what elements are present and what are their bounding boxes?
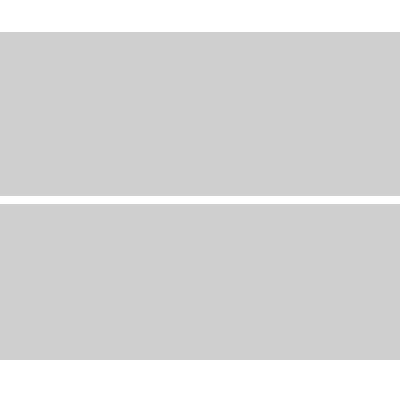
- top-panel: [0, 32, 400, 196]
- bottom-panel: [0, 204, 400, 360]
